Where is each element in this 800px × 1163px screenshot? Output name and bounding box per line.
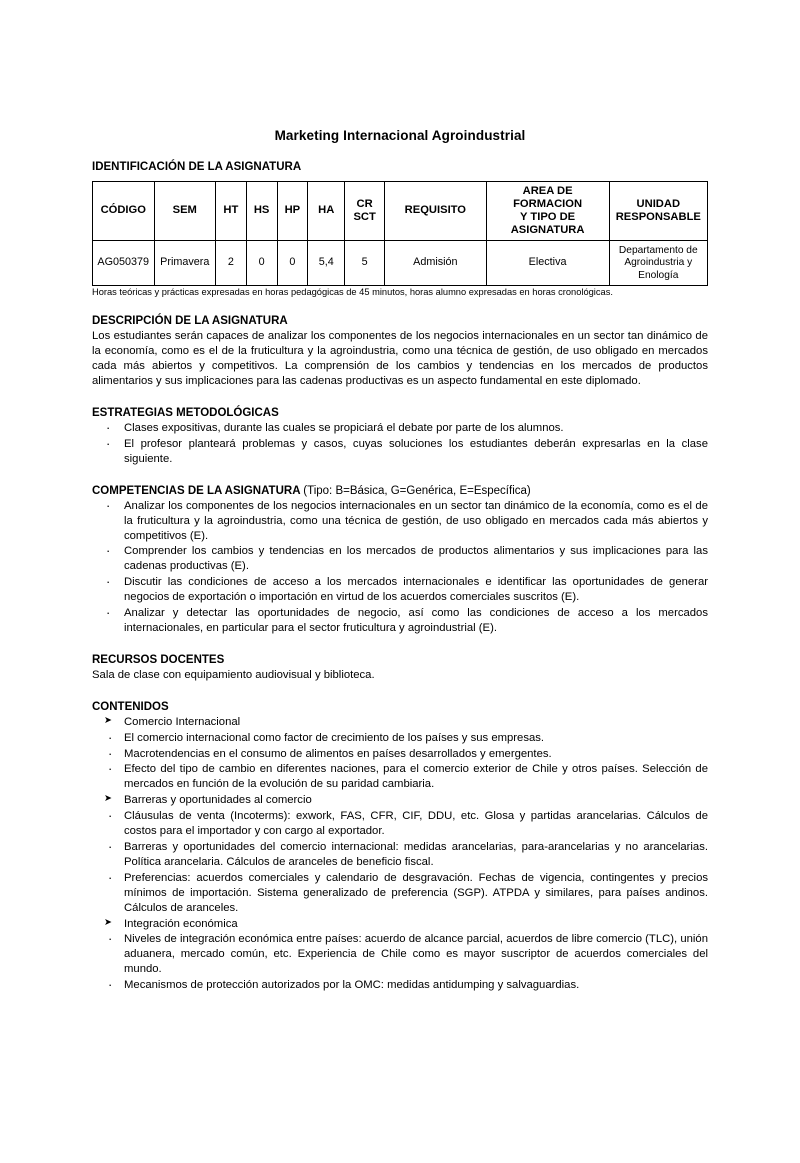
list-item: · Clases expositivas, durante las cuales se propiciará el debate por parte de los alumnos. [92, 421, 708, 436]
cell-codigo: AG050379 [93, 240, 155, 285]
col-area-line3: ASIGNATURA [510, 223, 585, 236]
list-item: · El comercio internacional como factor de crecimiento de los países y sus empresas. [92, 731, 708, 746]
cell-ha: 5,4 [308, 240, 345, 285]
list-item: · Mecanismos de protección autorizados por la OMC: medidas antidumping y salvaguardias. [92, 978, 708, 993]
col-cr-sct-line2: SCT [353, 210, 376, 223]
contenidos-group-title: ➤ Comercio Internacional [92, 715, 708, 730]
cell-requisito: Admisión [385, 240, 486, 285]
table-note: Horas teóricas y prácticas expresadas en horas pedagógicas de 45 minutos, horas alumno expresadas en horas cronológicas. [92, 286, 613, 297]
col-hp: HP [277, 182, 308, 241]
list-item: · Discutir las condiciones de acceso a los mercados internacionales e identificar las oportunidades de generar negocios de exportación o importación en virtud de los acuerdos comerciales suscritos (E). [92, 575, 708, 605]
competencias-subheading: (Tipo: B=Básica, G=Genérica, E=Específica) [303, 484, 531, 497]
identificacion-table [92, 181, 708, 286]
list-item: · Preferencias: acuerdos comerciales y calendario de desgravación. Fechas de vigencia, contingentes y precios mínimos de importación. Sistema generalizado de preferencia (SGP). ATPDA y similares, para países andinos. Cálculos de aranceles. [92, 871, 708, 916]
list-item: · Analizar y detectar las oportunidades de negocio, así como las condiciones de acceso a los mercados internacionales, en particular para el sector fruticultura y agroindustrial (E). [92, 606, 708, 636]
contenidos-group-1 [92, 715, 708, 993]
col-codigo: CÓDIGO [93, 182, 155, 241]
cell-unidad-line2: Agroindustria y [624, 257, 693, 269]
list-item: · Comprender los cambios y tendencias en los mercados de productos alimentarios y sus implicaciones para las cadenas productivas (E). [92, 544, 708, 574]
section-heading-identificacion: IDENTIFICACIÓN DE LA ASIGNATURA [92, 161, 302, 173]
col-unidad-line1: UNIDAD [636, 197, 681, 210]
list-item: · Niveles de integración económica entre países: acuerdo de alcance parcial, acuerdos de libre comercio (TLC), unión aduanera, mercado común, etc. Experiencia de Chile como es mayor suscriptor de acuerdos comerciales del mundo. [92, 932, 708, 977]
col-requisito: REQUISITO [385, 182, 486, 241]
recursos-text: Sala de clase con equipamiento audiovisual y biblioteca. [92, 668, 375, 681]
cell-hs: 0 [246, 240, 277, 285]
col-ha: HA [308, 182, 345, 241]
section-heading-estrategias: ESTRATEGIAS METODOLÓGICAS [92, 406, 279, 419]
col-area [486, 182, 609, 241]
col-area-line2: Y TIPO DE [520, 210, 576, 223]
list-item: · Barreras y oportunidades del comercio internacional: medidas arancelarias, para-arancelarias y no arancelarias. Política arancelaria. Cálculos de aranceles de beneficio fiscal. [92, 840, 708, 870]
col-unidad [609, 182, 707, 241]
list-item: · Cláusulas de venta (Incoterms): exwork, FAS, CFR, CIF, DDU, etc. Glosa y partidas arancelarias. Cálculos de costos para el importador y con cargo al exportador. [92, 809, 708, 839]
competencias-heading-text: COMPETENCIAS DE LA ASIGNATURA [92, 484, 301, 497]
section-heading-contenidos: CONTENIDOS [92, 700, 169, 713]
col-unidad-line2: RESPONSABLE [615, 210, 701, 223]
document-page [0, 128, 800, 1163]
table-row [93, 240, 708, 285]
col-area-line1: AREA DE FORMACION [513, 185, 583, 210]
descripcion-text: Los estudiantes serán capaces de analizar los componentes de los negocios internacionales en un sector tan dinámico de la economía, como es el de la fruticultura y la agroindustria, como una técnica de gestión, de uso obligado en mercados cada más abiertos y competitivos. La comprensión de los cambios y tendencias en los mercados de productos alimentarios y sus implicaciones para las cadenas productivas es un aspecto fundamental en este diplomado. [92, 330, 708, 388]
col-cr-sct [345, 182, 385, 241]
page-title: Marketing Internacional Agroindustrial [274, 128, 526, 143]
table-header-row [93, 182, 708, 241]
col-cr-sct-line1: CR [356, 197, 373, 210]
list-item: · Efecto del tipo de cambio en diferentes naciones, para el comercio exterior de Chile y otros países. Selección de mercados en función de la evolución de su paridad cambiaria. [92, 762, 708, 792]
contenidos-group-title: ➤ Integración económica [92, 917, 708, 932]
cell-cr-sct: 5 [345, 240, 385, 285]
estrategias-list [92, 421, 708, 467]
contenidos-list [92, 715, 708, 993]
cell-area: Electiva [486, 240, 609, 285]
section-heading-descripcion: DESCRIPCIÓN DE LA ASIGNATURA [92, 315, 288, 328]
cell-unidad-line3: Enología [638, 269, 679, 281]
section-heading-recursos: RECURSOS DOCENTES [92, 653, 225, 666]
section-heading-competencias [92, 485, 708, 497]
cell-sem: Primavera [154, 240, 216, 285]
list-item: · El profesor planteará problemas y casos, cuyas soluciones los estudiantes deberán expresarlas en la clase siguiente. [92, 437, 708, 467]
col-ht: HT [216, 182, 247, 241]
list-item: · Analizar los componentes de los negocios internacionales en un sector tan dinámico de la economía, como es el de la fruticultura y la agroindustria, como una técnica de gestión, de uso obligado en mercados cada más abiertos y competitivos (E). [92, 499, 708, 544]
contenidos-group-title: ➤ Barreras y oportunidades al comercio [92, 793, 708, 808]
cell-unidad-line1: Departamento de [618, 244, 698, 256]
list-item: · Macrotendencias en el consumo de alimentos en países desarrollados y emergentes. [92, 747, 708, 762]
cell-ht: 2 [216, 240, 247, 285]
cell-unidad [609, 240, 707, 285]
competencias-list [92, 499, 708, 636]
col-sem: SEM [154, 182, 216, 241]
cell-hp: 0 [277, 240, 308, 285]
col-hs: HS [246, 182, 277, 241]
